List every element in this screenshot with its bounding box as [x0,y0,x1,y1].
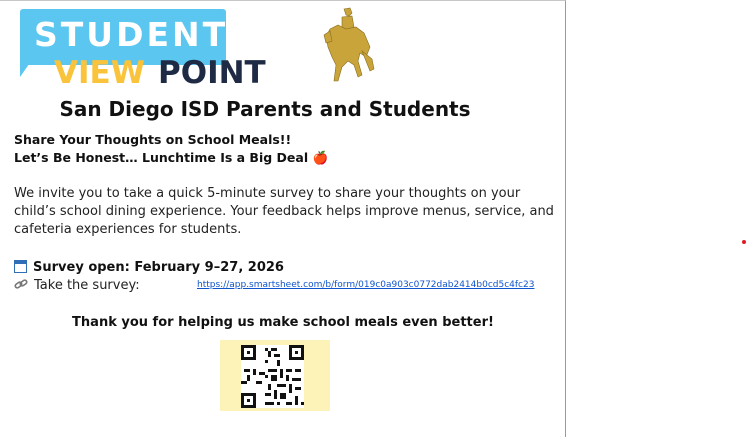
page-title: San Diego ISD Parents and Students [59,97,471,121]
logo-bubble-tail [20,57,34,77]
calendar-icon [14,260,27,273]
thank-you-line: Thank you for helping us make school meals even better! [72,315,494,330]
qr-finder-top-left [241,345,256,360]
logo-word-view: VIEW [54,55,145,91]
link-icon [14,278,28,290]
survey-dates-text: Survey open: February 9–27, 2026 [33,260,284,275]
logo-word-point: POINT [158,55,266,91]
red-marker-dot [742,240,746,244]
invitation-paragraph: We invite you to take a quick 5-minute survey to share your thoughts on your child’s school dining experience. Your feedback helps improve menus, service, and cafeteria experiences for students. [14,186,554,237]
take-survey-label: Take the survey: [34,278,140,293]
survey-dates-line [14,260,284,275]
qr-finder-bottom-left [241,393,256,408]
qr-code-highlight [220,340,330,411]
qr-code[interactable] [241,345,304,408]
bucking-horse-logo [322,7,376,87]
student-viewpoint-logo [20,9,290,91]
qr-finder-top-right [289,345,304,360]
headline-lunchtime: Let’s Be Honest… Lunchtime Is a Big Deal 🍎 [14,150,329,165]
logo-word-student: STUDENT [34,15,229,54]
headline-meals: Share Your Thoughts on School Meals!! [14,132,292,147]
take-survey-line [14,278,140,293]
survey-link[interactable]: https://app.smartsheet.com/b/form/019c0a903c0772dab2414b0cd5c4fc23 [197,280,535,290]
